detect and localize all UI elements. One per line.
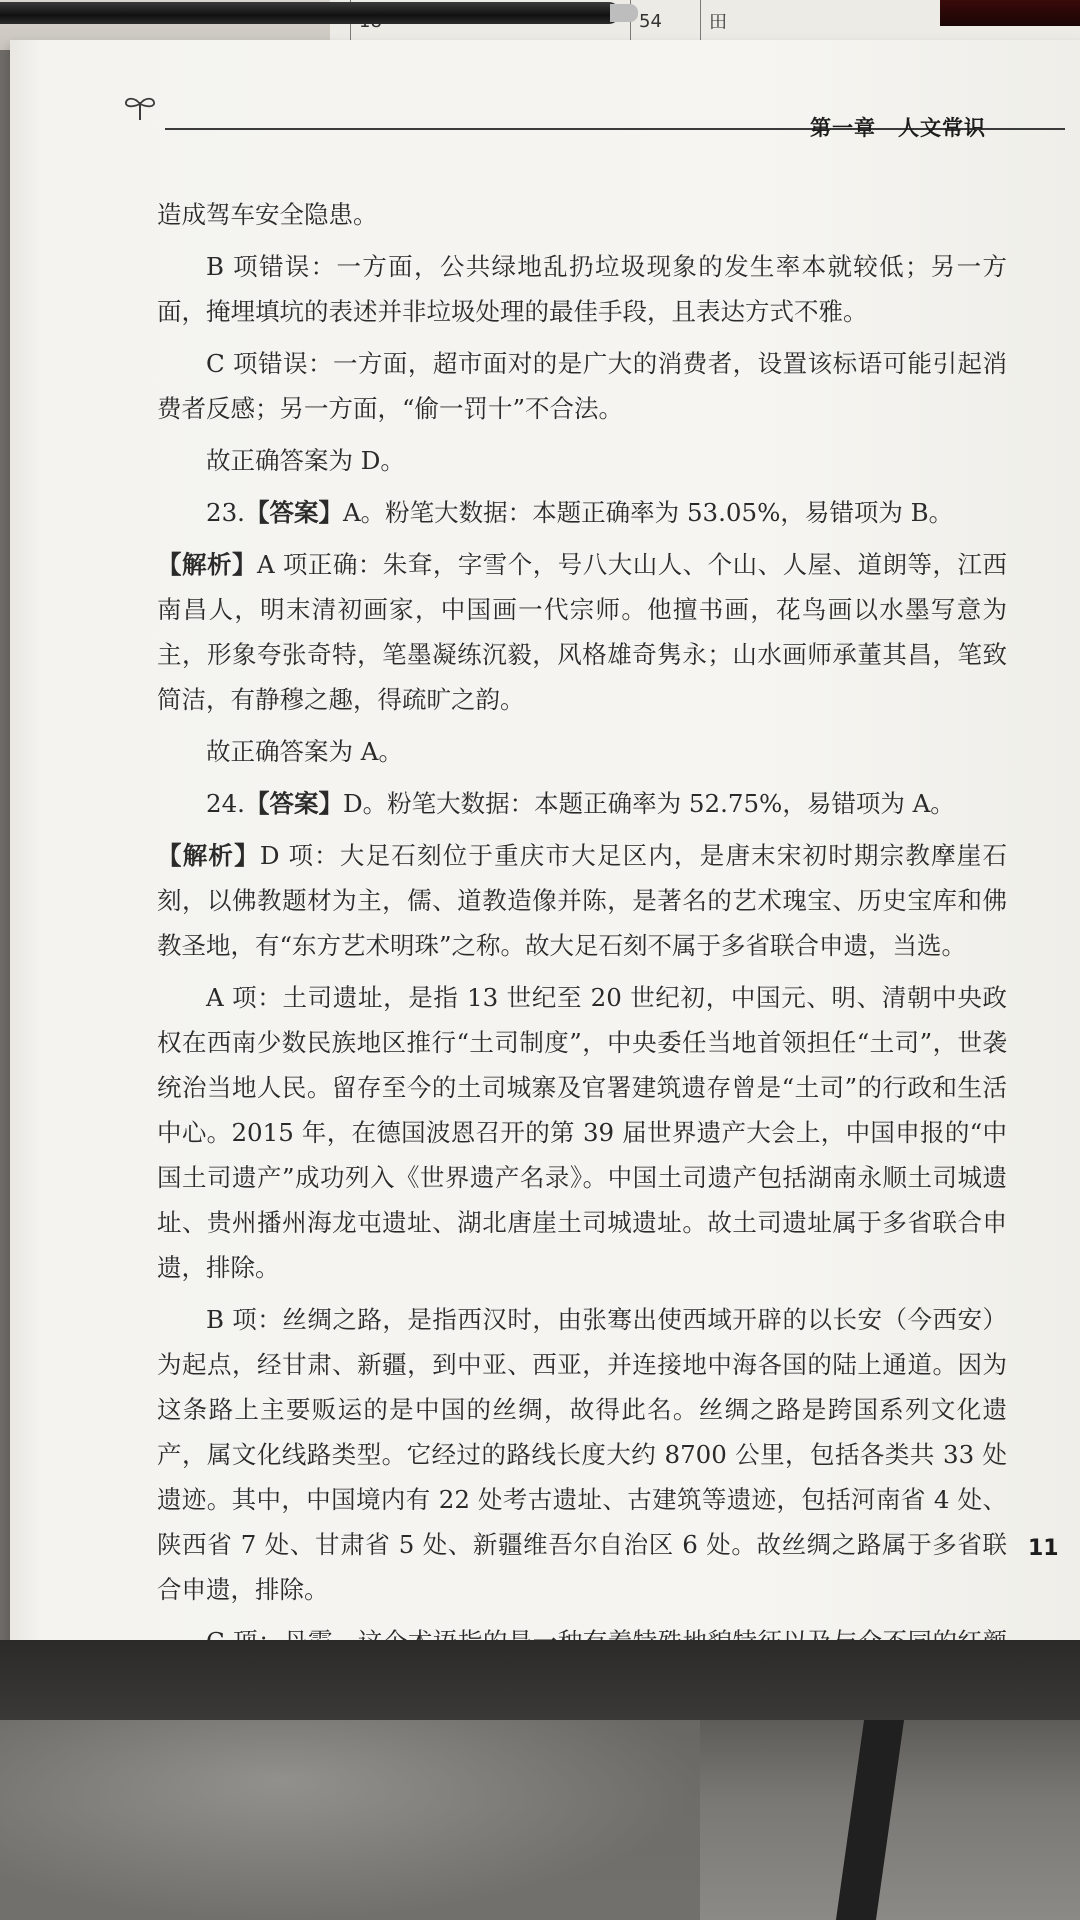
paragraph-text: B 项：丝绸之路，是指西汉时，由张骞出使西域开辟的以长安（今西安）为起点，经甘肃、新疆，到中亚、西亚，并连接地中海各国的陆上通道。因为这条路上主要贩运的是中国的丝绸，故得此名。丝绸之路是跨国系列文化遗产，属文化线路类型。它经过的路线长度大约 8700 公里，包括各类共 33 处遗迹。其中，中国境内有 22 处考古遗址、古建筑等遗迹，包括河南省 4 处、陕西省 7 处、甘肃省 5 处、新疆维吾尔自治区 6 处。故丝绸之路属于多省联合申遗，排除。 — [157, 1305, 1007, 1604]
body-text — [157, 192, 1007, 1761]
question-number: 23. — [206, 498, 245, 527]
paragraph-text: 故正确答案为 A。 — [206, 737, 403, 766]
paragraph — [157, 244, 1007, 334]
page-edge-shadow — [0, 1640, 1080, 1720]
sprout-icon — [120, 92, 160, 122]
paragraph-text: D 项：大足石刻位于重庆市大足区内，是唐末宋初时期宗教摩崖石刻，以佛教题材为主，儒、道教造像并陈，是著名的艺术瑰宝、历史宝库和佛教圣地，有“东方艺术明珠”之称。故大足石刻不属于多省联合申遗，当选。 — [157, 841, 1007, 960]
background-table-cell: 54 — [630, 0, 700, 42]
chapter-number: 第一章 — [810, 116, 876, 140]
analysis-paragraph — [157, 833, 1007, 968]
background-table-cell: 田 — [700, 0, 770, 42]
paragraph-text: A 项：土司遗址，是指 13 世纪至 20 世纪初，中国元、明、清朝中央政权在西南少数民族地区推行“土司制度”，中央委任当地首领担任“土司”，世袭统治当地人民。留存至今的土司城寨及官署建筑遗存曾是“土司”的行政和生活中心。2015 年，在德国波恩召开的第 39 届世界遗产大会上，中国申报的“中国土司遗产”成功列入《世界遗产名录》。中国土司遗产包括湖南永顺土司城遗址、贵州播州海龙屯遗址、湖北唐崖土司城遗址。故土司遗址属于多省联合申遗，排除。 — [157, 983, 1007, 1282]
pen-tip — [610, 4, 638, 22]
chapter-title: 人文常识 — [898, 116, 986, 140]
pen — [0, 2, 620, 24]
paragraph — [157, 192, 1007, 237]
paragraph — [157, 438, 1007, 483]
answer-tag: 【答案】 — [244, 789, 343, 818]
paragraph — [157, 341, 1007, 431]
analysis-paragraph — [157, 542, 1007, 722]
analysis-tag: 【解析】 — [157, 550, 257, 579]
paragraph — [157, 1297, 1007, 1612]
paragraph-text: 造成驾车安全隐患。 — [157, 200, 378, 229]
page-number: 11 — [1028, 1536, 1059, 1561]
paragraph-text: C 项错误：一方面，超市面对的是广大的消费者，设置该标语可能引起消费者反感；另一方面，“偷一罚十”不合法。 — [157, 349, 1007, 423]
paragraph — [157, 729, 1007, 774]
question-number: 24. — [206, 789, 245, 818]
running-header — [810, 112, 986, 142]
paragraph-text: A。粉笔大数据：本题正确率为 53.05%，易错项为 B。 — [342, 498, 954, 527]
pen-cap — [940, 0, 1080, 26]
answer-paragraph — [157, 490, 1007, 535]
paragraph-text: 故正确答案为 D。 — [206, 446, 405, 475]
answer-tag: 【答案】 — [244, 498, 343, 527]
analysis-tag: 【解析】 — [157, 841, 260, 870]
paragraph-text: B 项错误：一方面，公共绿地乱扔垃圾现象的发生率本就较低；另一方面，掩埋填坑的表述并非垃圾处理的最佳手段，且表达方式不雅。 — [157, 252, 1007, 326]
paragraph-text: A 项正确：朱耷，字雪个，号八大山人、个山、人屋、道朗等，江西南昌人，明末清初画家，中国画一代宗师。他擅书画，花鸟画以水墨写意为主，形象夸张奇特，笔墨凝练沉毅，风格雄奇隽永；山水画师承董其昌，笔致简洁，有静穆之趣，得疏旷之韵。 — [157, 550, 1008, 714]
answer-paragraph — [157, 781, 1007, 826]
paragraph-text: D。粉笔大数据：本题正确率为 52.75%，易错项为 A。 — [342, 789, 955, 818]
fabric — [0, 1720, 700, 1920]
paragraph — [157, 975, 1007, 1290]
